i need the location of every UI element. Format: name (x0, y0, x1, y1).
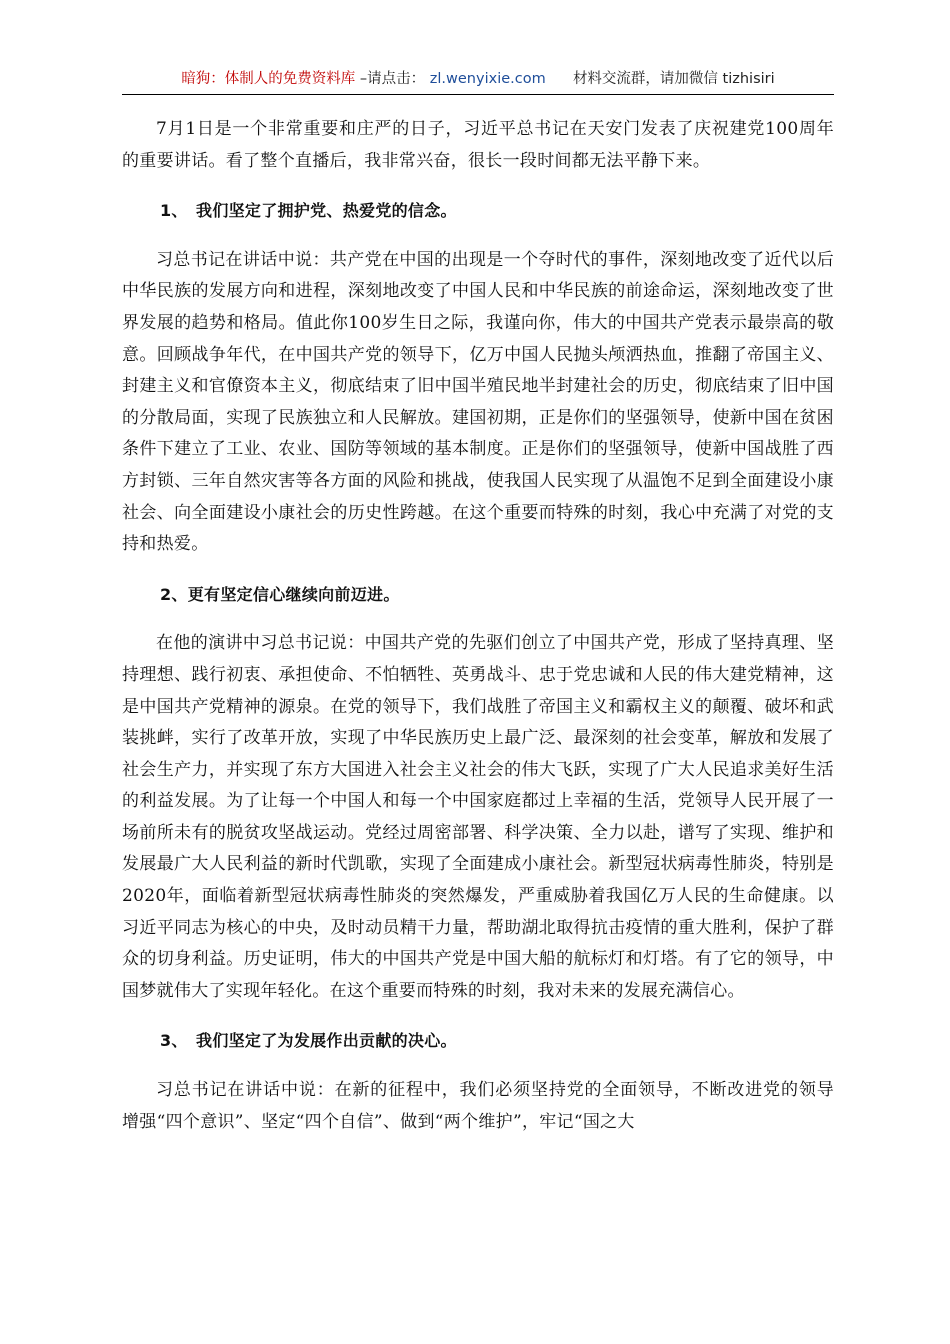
header-rule (122, 94, 834, 95)
document-body (122, 114, 852, 1156)
intro-paragraph: 7月1日是一个非常重要和庄严的日子，习近平总书记在天安门发表了庆祝建党100周年的重要讲话。看了整个直播后，我非常兴奋，很长一段时间都无法平静下来。 (122, 119, 834, 171)
section-heading-3: 3、 我们坚定了为发展作出贡献的决心。 (160, 1031, 457, 1051)
page-header (122, 68, 834, 90)
section-heading-1: 1、 我们坚定了拥护党、热爱党的信念。 (160, 201, 457, 221)
header-click-text: –请点击： (359, 71, 426, 87)
header-brand: 暗狗：体制人的免费资料库 (181, 71, 356, 87)
header-contact: 材料交流群，请加微信 tizhisiri (572, 71, 775, 87)
header-url-link[interactable]: zl.wenyixie.com (429, 71, 546, 87)
section-paragraph-2: 在他的演讲中习总书记说：中国共产党的先驱们创立了中国共产党，形成了坚持真理、坚持理想、践行初衷、承担使命、不怕牺牲、英勇战斗、忠于党忠诚和人民的伟大建党精神，这是中国共产党精神的源泉。在党的领导下，我们战胜了帝国主义和霸权主义的颠覆、破坏和武装挑衅，实行了改革开放，实现了中华民族历史上最广泛、最深刻的社会变革，解放和发展了社会生产力，并实现了东方大国进入社会主义社会的伟大飞跃，实现了广大人民追求美好生活的利益发展。为了让每一个中国人和每一个中国家庭都过上幸福的生活，党领导人民开展了一场前所未有的脱贫攻坚战运动。党经过周密部署、科学决策、全力以赴，谱写了实现、维护和发展最广大人民利益的新时代凯歌，实现了全面建成小康社会。新型冠状病毒性肺炎，特别是2020年，面临着新型冠状病毒性肺炎的突然爆发，严重威胁着我国亿万人民的生命健康。以习近平同志为核心的中央，及时动员精干力量，帮助湖北取得抗击疫情的重大胜利，保护了群众的切身利益。历史证明，伟大的中国共产党是中国大船的航标灯和灯塔。有了它的领导，中国梦就伟大了实现年轻化。在这个重要而特殊的时刻，我对未来的发展充满信心。 (122, 633, 834, 1001)
section-paragraph-1: 习总书记在讲话中说：共产党在中国的出现是一个夺时代的事件，深刻地改变了近代以后中华民族的发展方向和进程，深刻地改变了中国人民和中华民族的前途命运，深刻地改变了世界发展的趋势和格局。值此你100岁生日之际，我谨向你，伟大的中国共产党表示最崇高的敬意。回顾战争年代，在中国共产党的领导下，亿万中国人民抛头颅洒热血，推翻了帝国主义、封建主义和官僚资本主义，彻底结束了旧中国半殖民地半封建社会的历史，彻底结束了旧中国的分散局面，实现了民族独立和人民解放。建国初期，正是你们的坚强领导，使新中国在贫困条件下建立了工业、农业、国防等领域的基本制度。正是你们的坚强领导，使新中国战胜了西方封锁、三年自然灾害等各方面的风险和挑战，使我国人民实现了从温饱不足到全面建设小康社会、向全面建设小康社会的历史性跨越。在这个重要而特殊的时刻，我心中充满了对党的支持和热爱。 (122, 249, 834, 555)
section-paragraph-3: 习总书记在讲话中说：在新的征程中，我们必须坚持党的全面领导，不断改进党的领导 增强“四个意识”、坚定“四个自信”、做到“两个维护”，牢记“国之大 (122, 1080, 852, 1132)
section-heading-2: 2、更有坚定信心继续向前迈进。 (160, 584, 400, 604)
